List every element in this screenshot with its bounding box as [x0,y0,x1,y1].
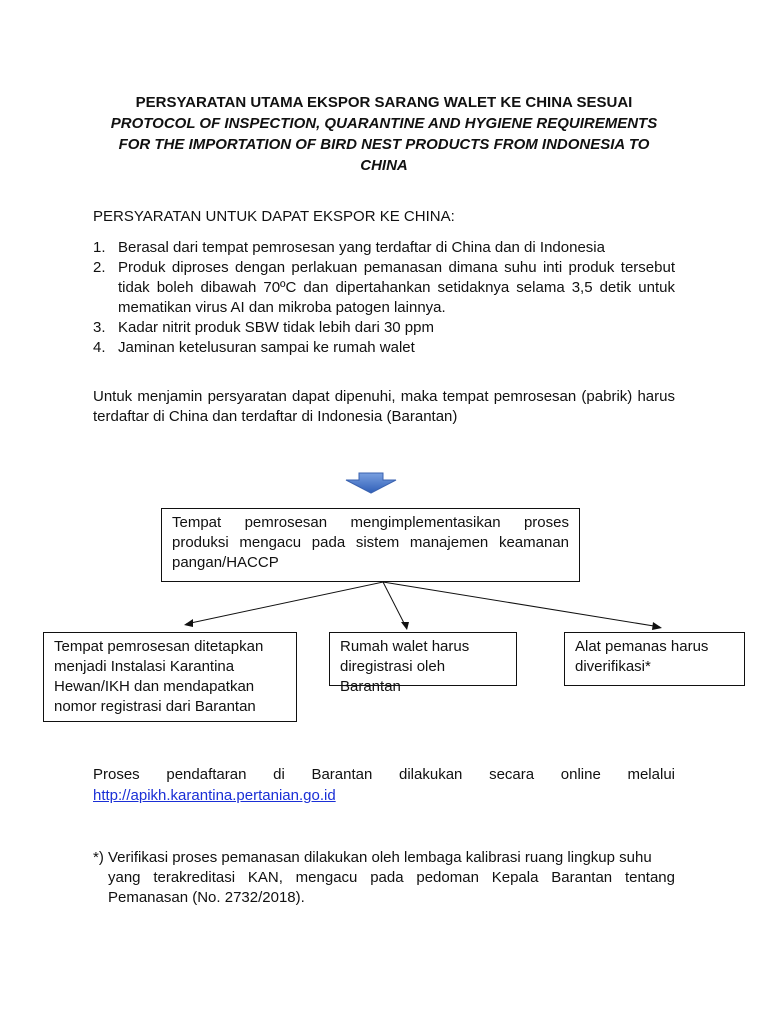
list-item-text: Berasal dari tempat pemrosesan yang terdaftar di China dan di Indonesia [118,239,605,256]
list-item-text: Produk diproses dengan perlakuan pemanasan dimana suhu inti produk tersebut tidak boleh dibawah 70ºC dan dipertahankan setidaknya selama 3,5 detik untuk mematikan virus AI dan mikroba patogen lainnya. [118,259,675,316]
list-item [93,318,675,338]
registration-text: Proses pendaftaran di Barantan dilakukan secara online melalui [93,766,675,783]
intro-paragraph: Untuk menjamin persyaratan dapat dipenuhi, maka tempat pemrosesan (pabrik) harus terdaftar di China dan terdaftar di Indonesia (Barantan) [93,388,675,425]
title-italic-line-1: PROTOCOL OF INSPECTION, QUARANTINE AND HYGIENE REQUIREMENTS [110,115,658,132]
footnote-first-line: *) Verifikasi proses pemanasan dilakukan oleh lembaga kalibrasi ruang lingkup suhu [93,849,652,866]
requirements-list [93,238,675,358]
heater-verification-box: Alat pemanas harus diverifikasi* [564,632,745,686]
title-italic-line-2: FOR THE IMPORTATION OF BIRD NEST PRODUCTS FROM INDONESIA TO [118,136,650,153]
list-item-text: Jaminan ketelusuran sampai ke rumah walet [118,339,415,356]
down-arrow-icon [344,472,398,494]
list-item [93,258,675,318]
page-title [92,92,676,176]
list-item-number: 2. [93,259,106,276]
registration-link[interactable]: http://apikh.karantina.pertanian.go.id [93,787,336,804]
quarantine-installation-box: Tempat pemrosesan ditetapkan menjadi Instalasi Karantina Hewan/IKH dan mendapatkan nomor registrasi dari Barantan [43,632,297,722]
list-item-text: Kadar nitrit produk SBW tidak lebih dari 30 ppm [118,319,434,336]
footnote-rest: yang terakreditasi KAN, mengacu pada pedoman Kepala Barantan tentang Pemanasan (No. 2732/2018). [108,869,675,906]
footnote [93,848,675,908]
title-italic-line-3: CHINA [360,157,408,174]
list-item-number: 3. [93,319,106,336]
requirements-heading: PERSYARATAN UNTUK DAPAT EKSPOR KE CHINA: [93,208,455,225]
list-item [93,338,675,358]
list-item [93,238,675,258]
list-item-number: 4. [93,339,106,356]
bird-house-registration-box: Rumah walet harus diregistrasi oleh Barantan [329,632,517,686]
main-process-box: Tempat pemrosesan mengimplementasikan proses produksi mengacu pada sistem manajemen keamanan pangan/HACCP [161,508,580,582]
title-line-1: PERSYARATAN UTAMA EKSPOR SARANG WALET KE CHINA SESUAI [135,94,633,111]
list-item-number: 1. [93,239,106,256]
